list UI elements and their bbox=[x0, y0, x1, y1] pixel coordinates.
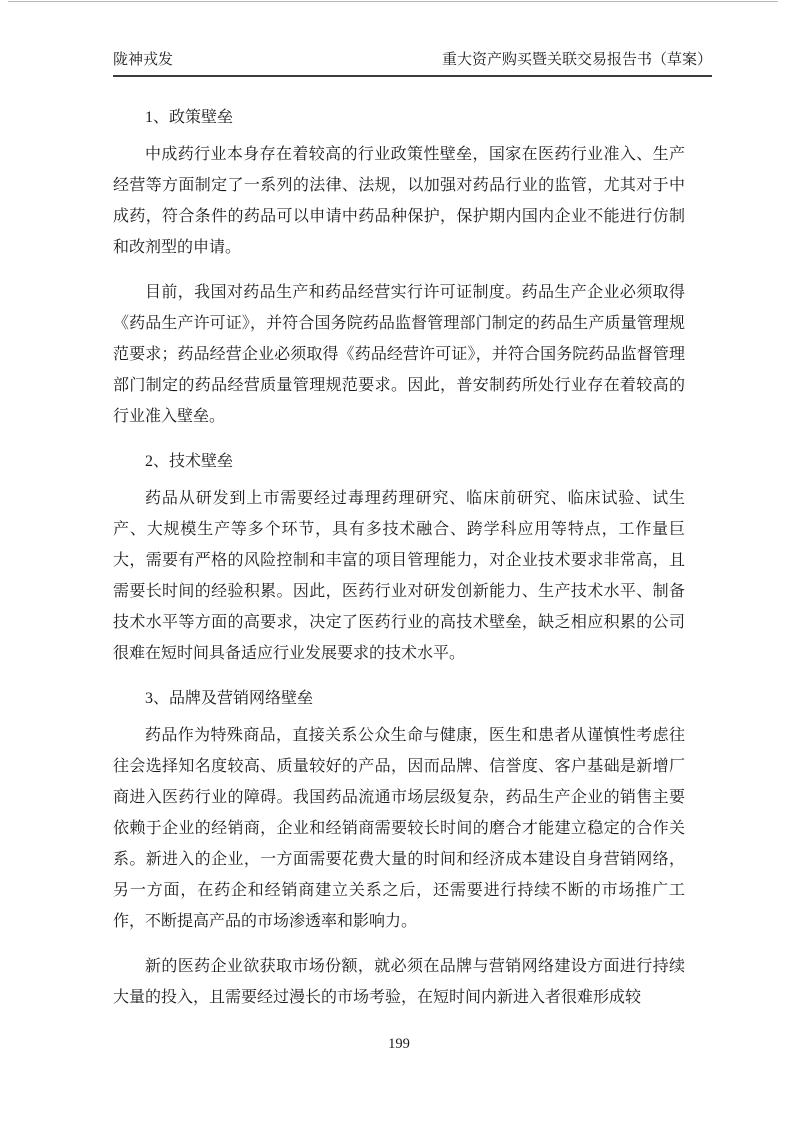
paragraph-policy-barrier-1: 中成药行业本身存在着较高的行业政策性壁垒，国家在医药行业准入、生产经营等方面制定了一系列的法律、法规，以加强对药品行业的监管，尤其对于中成药，符合条件的药品可以申请中药品种保护，保护期内国内企业不能进行仿制和改剂型的申请。 bbox=[113, 146, 685, 256]
header-report-title: 重大资产购买暨关联交易报告书（草案） bbox=[441, 52, 712, 68]
document-body bbox=[113, 102, 685, 1027]
section-heading-technology-barrier: 2、技术壁垒 bbox=[145, 453, 234, 470]
page-header bbox=[113, 50, 712, 77]
paragraph-technology-barrier-1: 药品从研发到上市需要经过毒理药理研究、临床前研究、临床试验、试生产、大规模生产等多个环节，具有多技术融合、跨学科应用等特点，工作量巨大，需要有严格的风险控制和丰富的项目管理能力，对企业技术要求非常高，且需要长时间的经验积累。因此，医药行业对研发创新能力、生产技术水平、制备技术水平等方面的高要求，决定了医药行业的高技术壁垒，缺乏相应积累的公司很难在短时间具备适应行业发展要求的技术水平。 bbox=[113, 490, 685, 662]
section-heading-policy-barrier: 1、政策壁垒 bbox=[145, 109, 234, 126]
paragraph-brand-network-barrier-1: 药品作为特殊商品，直接关系公众生命与健康，医生和患者从谨慎性考虑往往会选择知名度较高、质量较好的产品，因而品牌、信誉度、客户基础是新增厂商进入医药行业的障碍。我国药品流通市场层级复杂，药品生产企业的销售主要依赖于企业的经销商，企业和经销商需要较长时间的磨合才能建立稳定的合作关系。新进入的企业，一方面需要花费大量的时间和经济成本建设自身营销网络，另一方面，在药企和经销商建立关系之后，还需要进行持续不断的市场推广工作，不断提高产品的市场渗透率和影响力。 bbox=[113, 727, 685, 930]
page-footer bbox=[113, 1033, 685, 1055]
paragraph-brand-network-barrier-2: 新的医药企业欲获取市场份额，就必须在品牌与营销网络建设方面进行持续大量的投入，且需要经过漫长的市场考验，在短时间内新进入者很难形成较 bbox=[113, 958, 685, 1006]
paragraph-policy-barrier-2: 目前，我国对药品生产和药品经营实行许可证制度。药品生产企业必须取得《药品生产许可证》，并符合国务院药品监督管理部门制定的药品生产质量管理规范要求；药品经营企业必须取得《药品经营许可证》，并符合国务院药品监督管理部门制定的药品经营质量管理规范要求。因此，普安制药所处行业存在着较高的行业准入壁垒。 bbox=[113, 284, 685, 425]
header-company-name: 陇神戎发 bbox=[113, 52, 174, 68]
page-top-edge-line bbox=[8, 1, 778, 2]
page-number: 199 bbox=[388, 1036, 410, 1052]
section-heading-brand-network-barrier: 3、品牌及营销网络壁垒 bbox=[145, 690, 314, 707]
